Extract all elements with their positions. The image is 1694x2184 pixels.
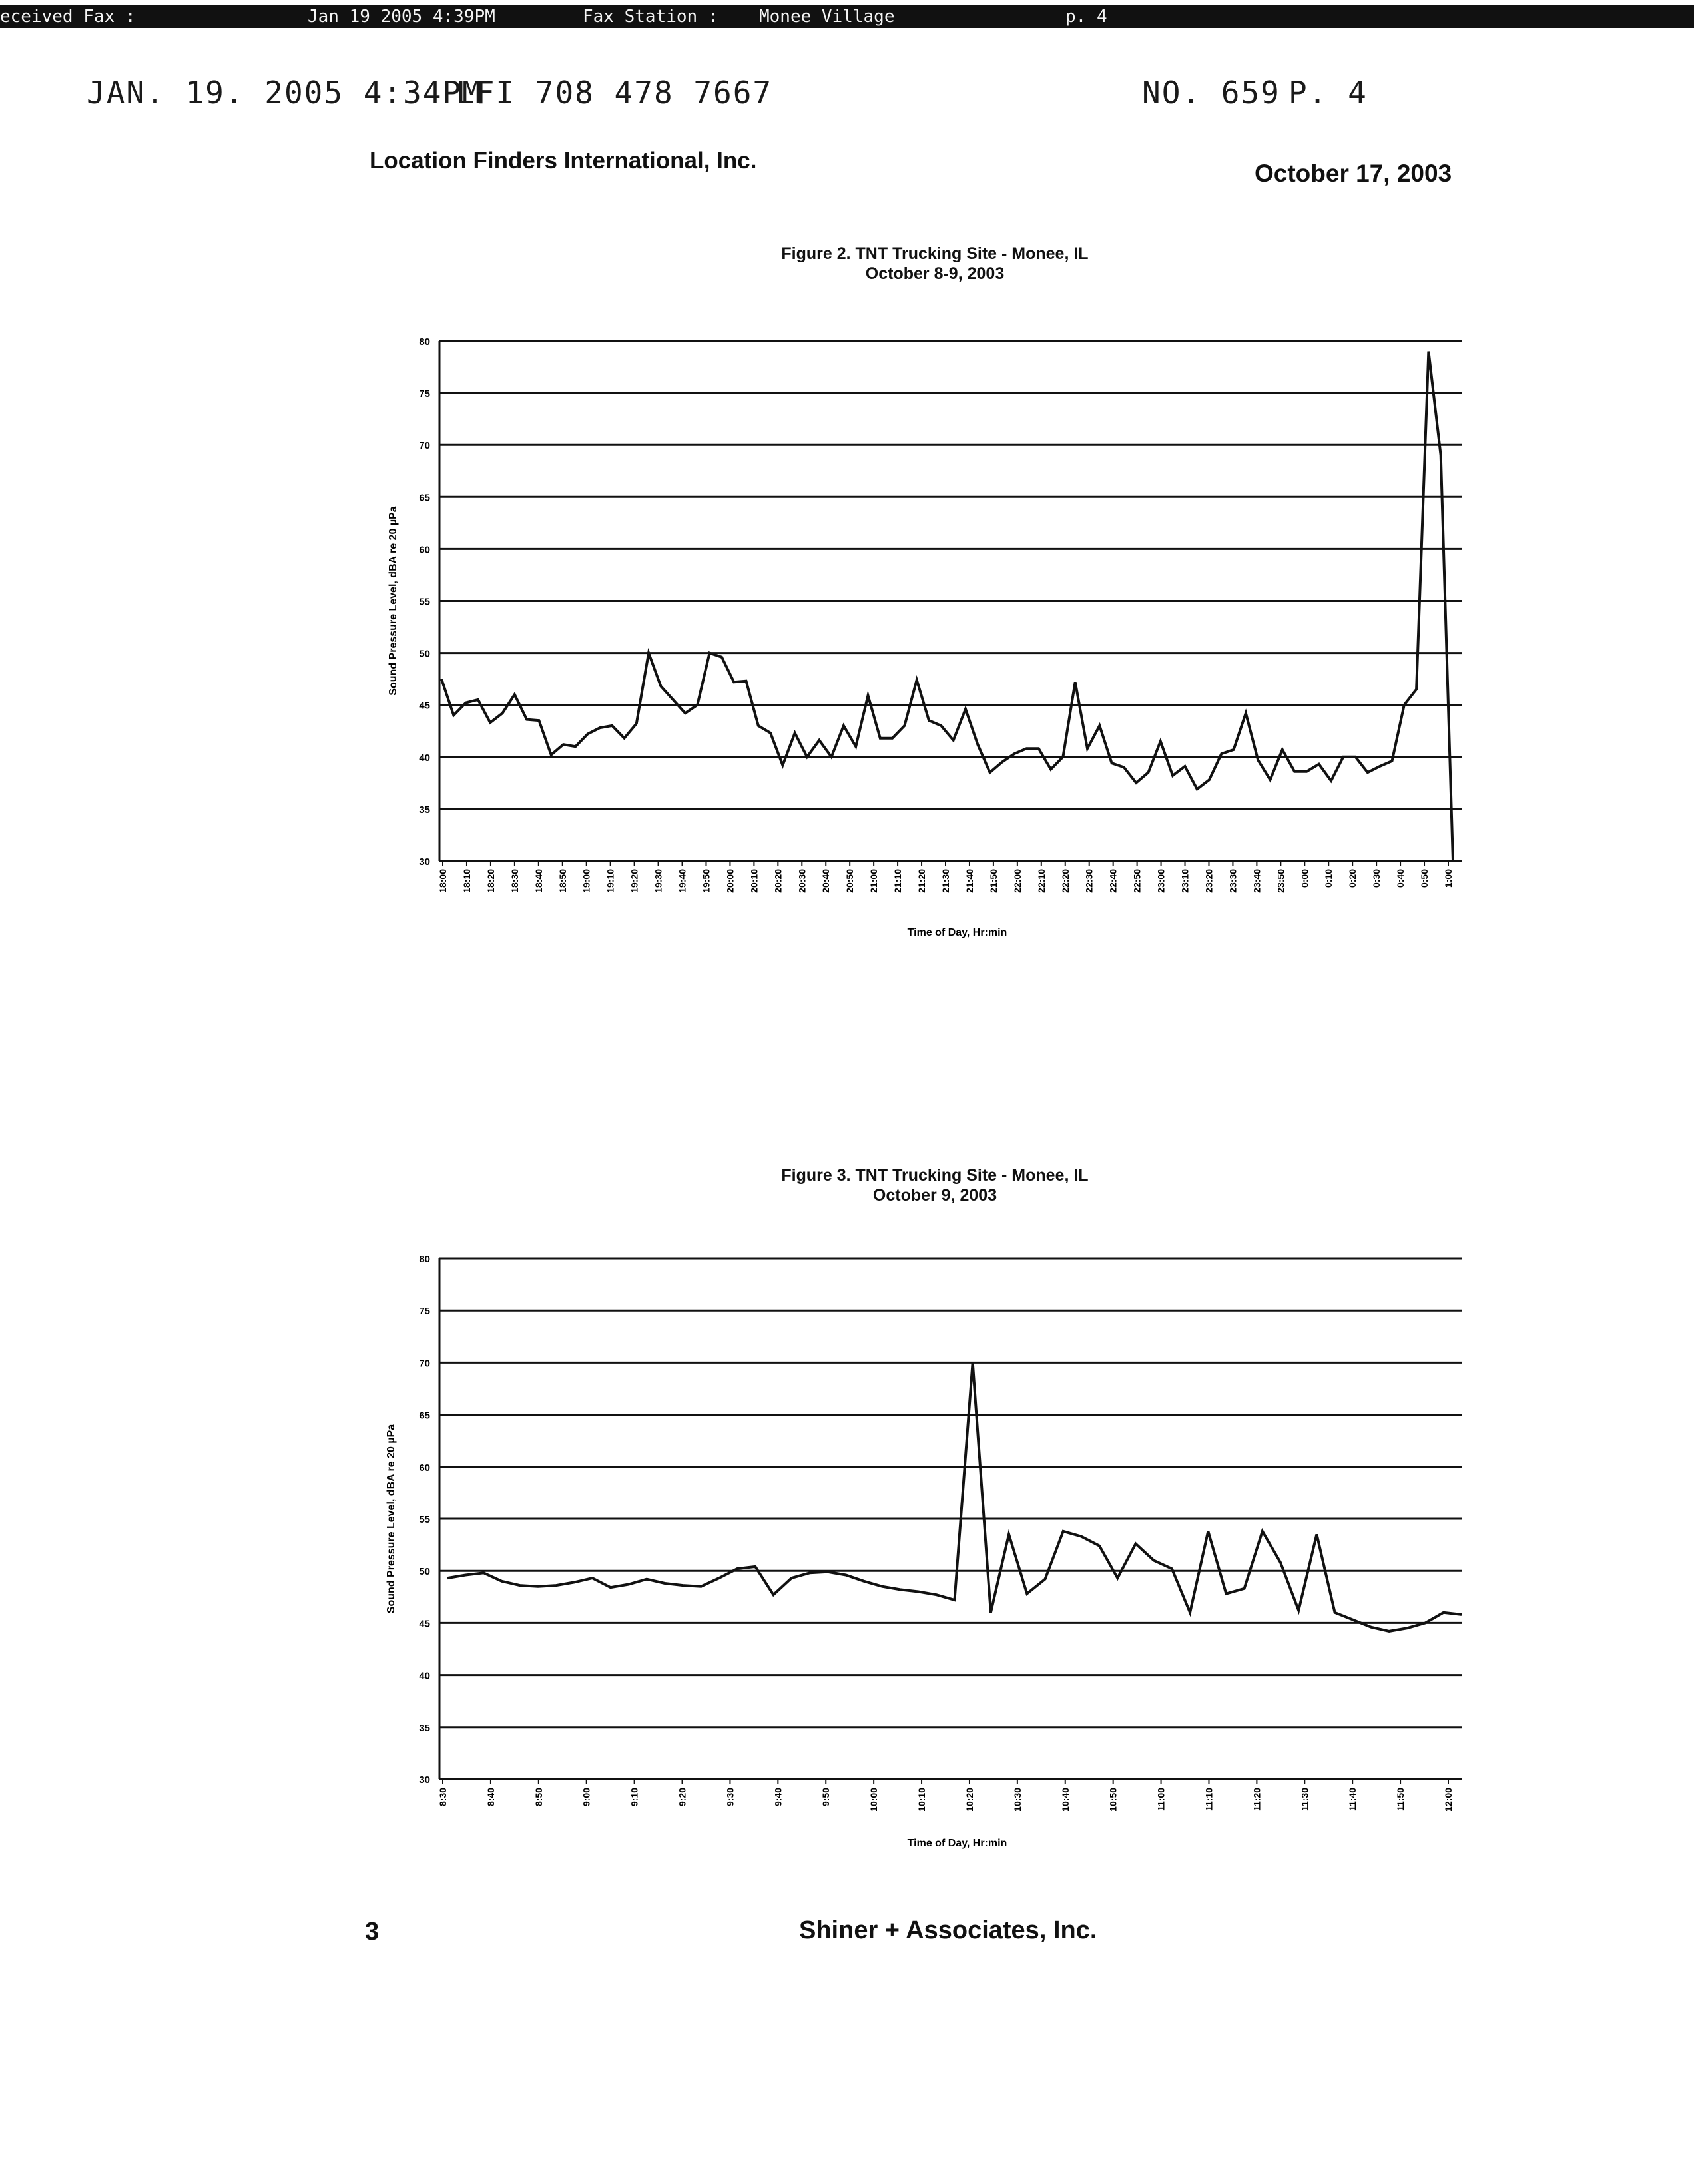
figure-2-y-tick-label: 60 <box>419 544 430 556</box>
figure-3-y-tick-label: 30 <box>419 1774 430 1786</box>
figure-2-y-tick-label: 65 <box>419 492 430 504</box>
footer-company: Shiner + Associates, Inc. <box>799 1916 1097 1944</box>
figure-3-x-tick-label: 10:20 <box>964 1788 975 1812</box>
figure-2-x-tick-label: 19:00 <box>581 869 592 893</box>
figure-2-y-tick-label: 75 <box>419 388 430 400</box>
figure-2-x-tick-label: 18:10 <box>461 869 472 893</box>
figure-3-x-tick-label: 11:50 <box>1395 1788 1406 1812</box>
figure-2-y-tick-label: 70 <box>419 440 430 452</box>
figure-2-x-tick-label: 21:00 <box>868 869 880 893</box>
fax-received-label: eceived Fax : <box>0 7 136 27</box>
figure-2-x-tick-label: 21:20 <box>916 869 928 893</box>
figure-2-x-tick-label: 22:00 <box>1011 869 1023 893</box>
figure-2-x-tick-label: 22:30 <box>1083 869 1095 893</box>
figure-3-x-tick-label: 9:00 <box>581 1788 592 1807</box>
figure-2-x-tick-label: 21:50 <box>988 869 999 893</box>
figure-2-x-tick-label: 22:50 <box>1131 869 1143 893</box>
figure-3-x-tick-label: 11:40 <box>1347 1788 1358 1812</box>
fax-header-datetime: JAN. 19. 2005 4:34PM <box>87 75 482 111</box>
figure-2-x-tick-label: 23:10 <box>1179 869 1191 893</box>
figure-2-y-tick-label: 45 <box>419 700 430 712</box>
figure-3-y-tick-label: 70 <box>419 1358 430 1370</box>
figure-2-x-tick-label: 0:10 <box>1323 869 1334 888</box>
figure-3-x-tick-label: 11:30 <box>1299 1788 1310 1812</box>
figure-3-x-tick-label: 9:50 <box>820 1788 832 1807</box>
figure-3-x-tick-label: 8:50 <box>533 1788 544 1807</box>
figure-2-y-tick-label: 55 <box>419 596 430 608</box>
figure-2-x-tick-label: 23:40 <box>1251 869 1263 893</box>
figure-2-y-tick-label: 50 <box>419 648 430 660</box>
figure-2-x-tick-label: 0:30 <box>1371 869 1382 888</box>
figure-2-x-tick-label: 21:30 <box>940 869 951 893</box>
figure-3-x-tick-label: 8:30 <box>437 1788 448 1807</box>
figure-2-x-axis-title: Time of Day, Hr:min <box>907 927 1007 938</box>
figure-2-x-tick-label: 21:10 <box>892 869 904 893</box>
figure-3-y-tick-label: 50 <box>419 1566 430 1578</box>
figure-2-x-tick-label: 19:10 <box>605 869 616 893</box>
figure-3-y-tick-label: 55 <box>419 1514 430 1525</box>
page-number: 3 <box>365 1918 380 1946</box>
figure-2-x-tick-label: 23:00 <box>1155 869 1167 893</box>
figure-3-x-axis-title: Time of Day, Hr:min <box>907 1838 1007 1849</box>
figure-2-x-tick-label: 21:40 <box>964 869 975 893</box>
figure-3-y-tick-label: 65 <box>419 1410 430 1422</box>
figure-2-x-tick-label: 23:50 <box>1275 869 1286 893</box>
figure-3-x-tick-label: 11:20 <box>1251 1788 1263 1812</box>
figure-2-y-tick-label: 80 <box>419 336 430 348</box>
figure-2-x-tick-label: 18:20 <box>485 869 496 893</box>
figure-2-x-tick-label: 19:50 <box>701 869 712 893</box>
fax-header-number: NO. 659 <box>1142 75 1280 111</box>
figure-2-x-tick-label: 20:30 <box>796 869 808 893</box>
figure-2-x-tick-label: 0:20 <box>1347 869 1358 888</box>
figure-2-x-tick-label: 0:00 <box>1299 869 1310 888</box>
figure-2-subtitle: October 8-9, 2003 <box>865 264 1005 283</box>
figure-2-x-tick-label: 20:00 <box>724 869 736 893</box>
figure-3-x-tick-label: 10:10 <box>916 1788 928 1812</box>
figure-2-chart <box>0 0 1694 938</box>
figure-3-x-tick-label: 10:00 <box>868 1788 880 1812</box>
figure-2-x-tick-label: 18:40 <box>533 869 544 893</box>
figure-2-y-tick-label: 35 <box>419 804 430 816</box>
figure-3-x-tick-label: 8:40 <box>485 1788 496 1807</box>
figure-2-x-tick-label: 23:30 <box>1227 869 1239 893</box>
fax-timestamp: Jan 19 2005 4:39PM <box>308 7 495 27</box>
figure-2-x-tick-label: 18:00 <box>437 869 448 893</box>
figure-2-x-tick-label: 20:50 <box>844 869 856 893</box>
figure-2-y-tick-label: 40 <box>419 752 430 764</box>
figure-2-series-line <box>441 352 1453 861</box>
figure-3-title: Figure 3. TNT Trucking Site - Monee, IL <box>781 1166 1089 1185</box>
figure-2-x-tick-label: 23:20 <box>1203 869 1215 893</box>
figure-2-x-tick-label: 19:30 <box>653 869 664 893</box>
figure-2-x-tick-label: 20:10 <box>748 869 760 893</box>
figure-3-x-tick-label: 10:40 <box>1059 1788 1071 1812</box>
figure-2-x-tick-label: 22:10 <box>1035 869 1047 893</box>
figure-3-y-tick-label: 35 <box>419 1722 430 1734</box>
figure-2-x-tick-label: 19:20 <box>629 869 640 893</box>
fax-header-page: P. 4 <box>1288 75 1368 111</box>
figure-3-subtitle: October 9, 2003 <box>872 1186 997 1205</box>
figure-2-x-tick-label: 19:40 <box>677 869 688 893</box>
figure-3-x-tick-label: 9:40 <box>772 1788 784 1807</box>
figure-3-x-tick-label: 10:50 <box>1107 1788 1119 1812</box>
figure-3-x-tick-label: 9:20 <box>677 1788 688 1807</box>
figure-3-chart <box>0 1132 1694 1898</box>
figure-3-x-tick-label: 10:30 <box>1011 1788 1023 1812</box>
figure-3-x-tick-label: 11:00 <box>1155 1788 1167 1812</box>
figure-2-x-tick-label: 20:20 <box>772 869 784 893</box>
figure-3-x-tick-label: 9:30 <box>724 1788 736 1807</box>
figure-2-x-tick-label: 22:40 <box>1107 869 1119 893</box>
figure-2-title: Figure 2. TNT Trucking Site - Monee, IL <box>781 244 1089 263</box>
figure-2-x-tick-label: 0:40 <box>1395 869 1406 888</box>
figure-3-y-axis-title: Sound Pressure Level, dBA re 20 µPa <box>386 1424 397 1614</box>
figure-3-x-tick-label: 9:10 <box>629 1788 640 1807</box>
figure-3-y-tick-label: 45 <box>419 1618 430 1630</box>
figure-2-y-axis-title: Sound Pressure Level, dBA re 20 µPa <box>388 506 399 696</box>
figure-2-x-tick-label: 22:20 <box>1059 869 1071 893</box>
figure-2-y-tick-label: 30 <box>419 856 430 868</box>
figure-2-x-tick-label: 18:50 <box>557 869 568 893</box>
figure-3-x-tick-label: 12:00 <box>1443 1788 1454 1812</box>
fax-header-sender: LFI 708 478 7667 <box>456 75 773 111</box>
figure-3-y-tick-label: 40 <box>419 1670 430 1682</box>
figure-2-x-tick-label: 20:40 <box>820 869 832 893</box>
figure-3-y-tick-label: 75 <box>419 1306 430 1318</box>
company-name: Location Finders International, Inc. <box>370 148 757 174</box>
figure-2-x-tick-label: 18:30 <box>509 869 520 893</box>
fax-page-label: p. 4 <box>1065 7 1107 27</box>
figure-3-series-line <box>447 1362 1462 1631</box>
document-date: October 17, 2003 <box>1255 160 1452 187</box>
fax-station-name: Monee Village <box>759 7 895 27</box>
figure-3-y-tick-label: 80 <box>419 1254 430 1265</box>
figure-2-x-tick-label: 0:50 <box>1419 869 1430 888</box>
figure-2-x-tick-label: 1:00 <box>1443 869 1454 888</box>
fax-station-label: Fax Station : <box>583 7 718 27</box>
figure-3-y-tick-label: 60 <box>419 1462 430 1474</box>
figure-3-x-tick-label: 11:10 <box>1203 1788 1215 1812</box>
